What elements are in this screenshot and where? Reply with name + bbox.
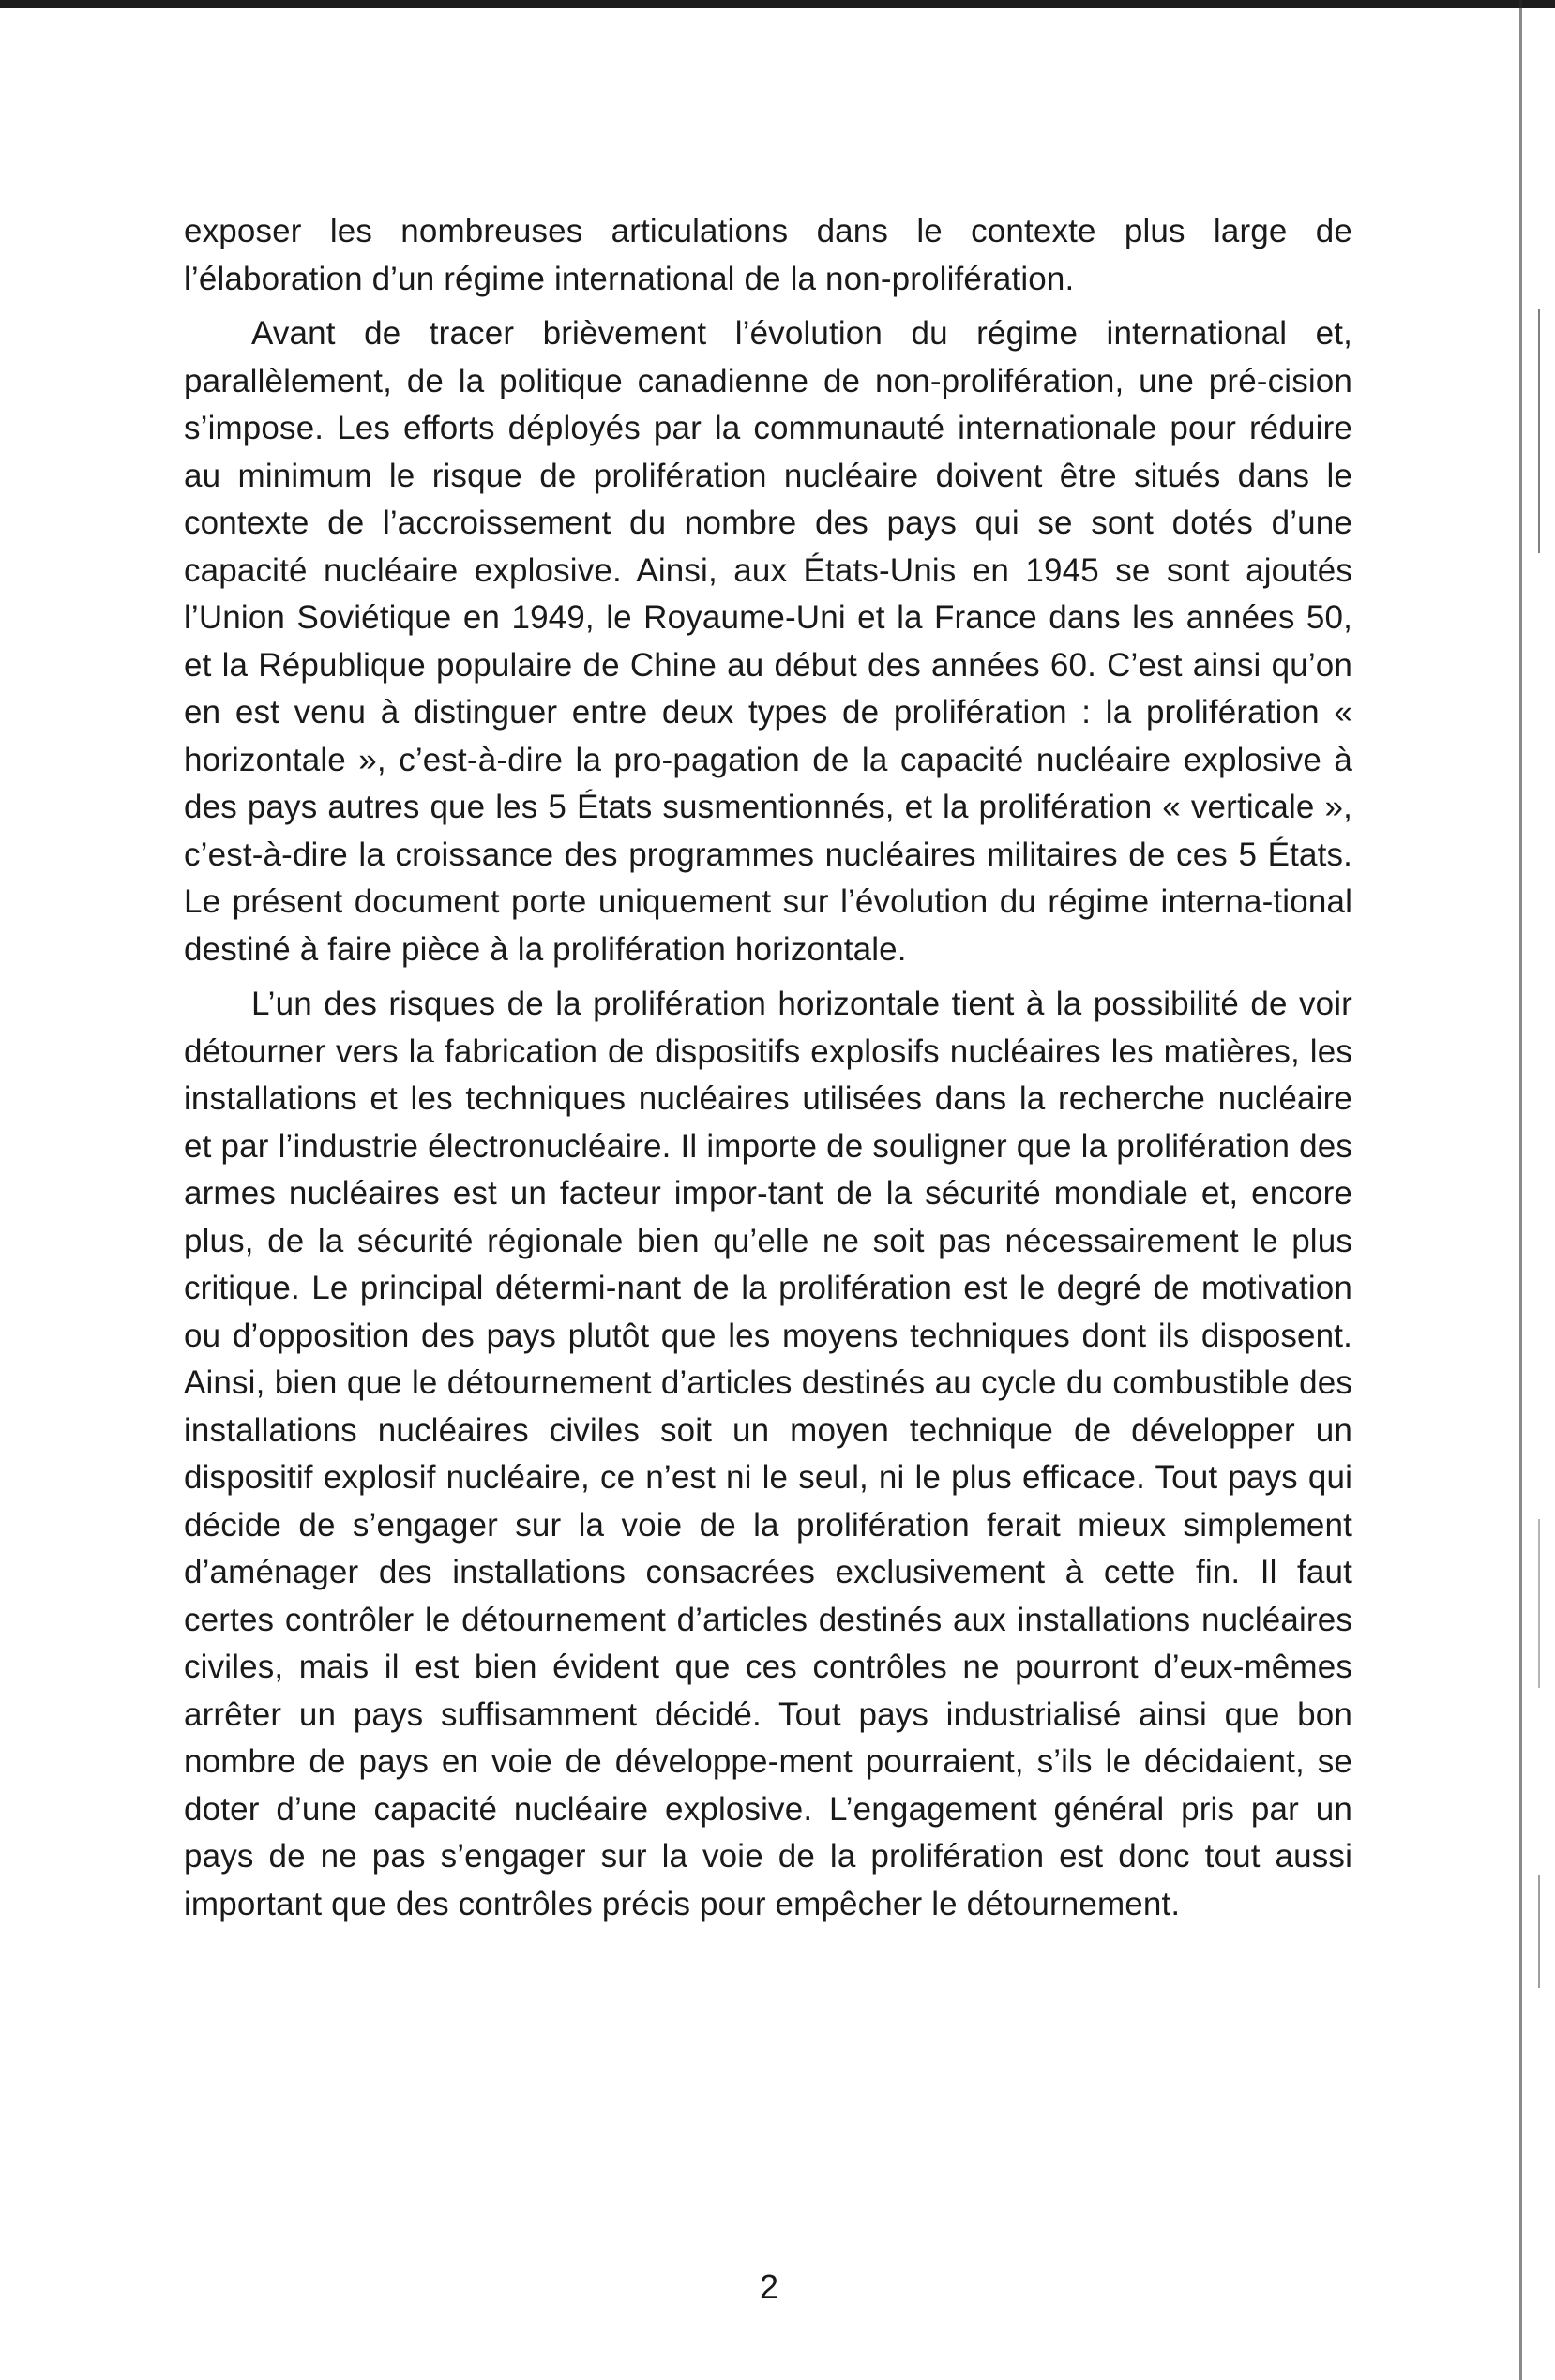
scan-edge-mark (1538, 1519, 1540, 1688)
document-body (184, 208, 1352, 1928)
scan-edge-mark (1538, 1875, 1540, 1988)
paragraph: L’un des risques de la prolifération horizontale tient à la possibilité de voir détourner vers la fabrication de dispositifs explosifs nucléaires les matières, les installations et les techniques nucléaires utilisées dans la recherche nucléaire et par l’industrie électronucléaire. Il importe de souligner que la prolifération des armes nucléaires est un facteur impor-tant de la sécurité mondiale et, encore plus, de la sécurité régionale bien qu’elle ne soit pas nécessairement le plus critique. Le principal détermi-nant de la prolifération est le degré de motivation ou d’opposition des pays plutôt que les moyens techniques dont ils disposent. Ainsi, bien que le détournement d’articles destinés au cycle du combustible des installations nucléaires civiles soit un moyen technique de développer un dispositif explosif nucléaire, ce n’est ni le seul, ni le plus efficace. Tout pays qui décide de s’engager sur la voie de la prolifération ferait mieux simplement d’aménager des installations consacrées exclusivement à cette fin. Il faut certes contrôler le détournement d’articles destinés aux installations nucléaires civiles, mais il est bien évident que ces contrôles ne pourront d’eux-mêmes arrêter un pays suffisamment décidé. Tout pays industrialisé ainsi que bon nombre de pays en voie de développe-ment pourraient, s’ils le décidaient, se doter d’une capacité nucléaire explosive. L’engagement général pris par un pays de ne pas s’engager sur la voie de la prolifération est donc tout aussi important que des contrôles précis pour empêcher le détournement. (184, 986, 1352, 1922)
scan-right-edge (1519, 0, 1522, 2380)
paragraph-continuation: exposer les nombreuses articulations dans le contexte plus large de l’élaboration d’un régime international de la non-prolifération. (184, 213, 1352, 297)
scan-top-border (0, 0, 1555, 8)
scan-edge-mark (1538, 309, 1540, 553)
page-number: 2 (759, 2267, 779, 2306)
paragraph: Avant de tracer brièvement l’évolution du régime international et, parallèlement, de la politique canadienne de non-prolifération, une pré-cision s’impose. Les efforts déployés par la communauté internationale pour réduire au minimum le risque de prolifération nucléaire doivent être situés dans le contexte de l’accroissement du nombre des pays qui se sont dotés d’une capacité nucléaire explosive. Ainsi, aux États-Unis en 1945 se sont ajoutés l’Union Soviétique en 1949, le Royaume-Uni et la France dans les années 50, et la République populaire de Chine au début des années 60. C’est ainsi qu’on en est venu à distinguer entre deux types de prolifération : la prolifération « horizontale », c’est-à-dire la pro-pagation de la capacité nucléaire explosive à des pays autres que les 5 États susmentionnés, et la prolifération « verticale », c’est-à-dire la croissance des programmes nucléaires militaires de ces 5 États. Le présent document porte uniquement sur l’évolution du régime interna-tional destiné à faire pièce à la prolifération horizontale. (184, 315, 1352, 968)
